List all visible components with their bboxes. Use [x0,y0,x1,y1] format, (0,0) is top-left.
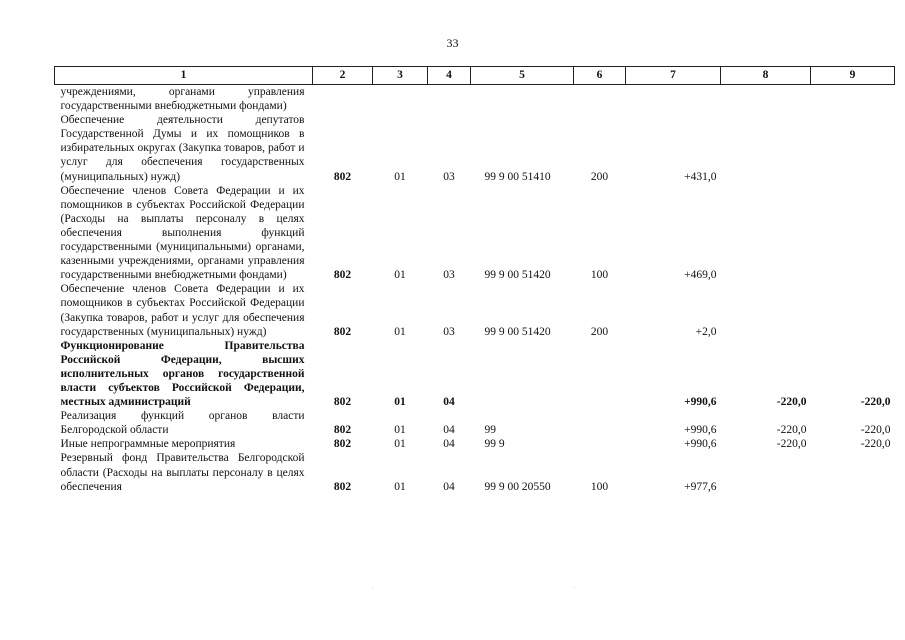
row-target-article: 99 [484,424,496,437]
row-amount: +990,6 [684,424,717,437]
scan-mark: · [372,585,374,591]
row-name: Иные непрограммные мероприятия [60,438,236,451]
column-header: 8 [721,67,811,85]
budget-table [54,66,895,494]
table-row [55,451,895,493]
row-amount-year3 [811,113,895,183]
row-name: учреждениями, органами управления государственными внебюджетными фондами) [60,86,305,113]
table-row [55,437,895,451]
row-ved-code: 802 [333,396,352,409]
table-row [55,85,895,114]
row-amount-year2 [721,85,811,114]
row-subsection: 04 [443,424,455,437]
row-expense-type: 100 [590,480,609,493]
scan-mark: · [573,585,575,591]
row-section: 01 [394,480,406,493]
row-name: Обеспечение членов Совета Федерации и их помощников в субъектах Российской Федерации (Расходы на выплаты персоналу в целях обеспечения выполнения функций государственными (муниципальными) органами, казенными учреждениями, органами управления государственными внебюджетными фондами) [60,184,305,282]
row-expense-type: 200 [590,170,609,183]
row-amount-year2 [721,282,811,338]
row-subsection: 03 [443,170,455,183]
row-amount: +469,0 [684,269,717,282]
row-target-article: 99 9 00 51420 [484,269,551,282]
page-number: 33 [446,36,459,50]
row-name: Обеспечение деятельности депутатов Государственной Думы и их помощников в избирательных округах (Закупка товаров, работ и услуг для обеспечения государственных (муниципальных) нужд) [60,114,305,183]
row-name: Резервный фонд Правительства Белгородской области (Расходы на выплаты персоналу в целях обеспечения [60,452,305,493]
column-header: 5 [471,67,574,85]
row-subsection: 03 [443,269,455,282]
row-expense-type: 100 [590,269,609,282]
row-section: 01 [394,424,406,437]
row-amount [626,85,721,114]
table-body [55,85,895,494]
row-section: 01 [394,269,406,282]
row-amount: +431,0 [684,170,717,183]
row-expense-type [574,437,626,451]
row-amount-year3 [811,184,895,283]
row-ved-code: 802 [333,170,352,183]
row-ved-code [313,85,373,114]
row-name: Обеспечение членов Совета Федерации и их помощников в субъектах Российской Федерации (Закупка товаров, работ и услуг для обеспечения государственных (муниципальных) нужд) [60,283,305,338]
table-row [55,339,895,409]
row-amount: +2,0 [695,325,717,338]
row-amount-year3: -220,0 [860,438,891,451]
row-target-article: 99 9 00 20550 [484,480,551,493]
row-target-article [471,339,574,409]
row-expense-type [574,85,626,114]
row-amount-year2 [721,113,811,183]
column-header: 9 [811,67,895,85]
row-amount-year2: -220,0 [776,424,807,437]
row-amount-year2 [721,184,811,283]
row-target-article: 99 9 [484,438,505,451]
column-header: 7 [626,67,721,85]
row-amount: +977,6 [684,480,717,493]
row-ved-code: 802 [333,325,352,338]
table-row [55,409,895,437]
row-section: 01 [394,438,406,451]
row-ved-code: 802 [333,269,352,282]
row-subsection: 04 [443,396,455,409]
row-amount-year3 [811,85,895,114]
row-name: Реализация функций органов власти Белгородской области [60,410,305,437]
table-row [55,113,895,183]
row-amount: +990,6 [684,438,717,451]
row-amount-year3: -220,0 [860,424,891,437]
column-header: 4 [428,67,471,85]
row-target-article: 99 9 00 51420 [484,325,551,338]
row-subsection: 04 [443,438,455,451]
row-subsection [428,85,471,114]
column-header: 6 [574,67,626,85]
row-expense-type: 200 [590,325,609,338]
table-header-row [55,67,895,85]
table-row [55,282,895,338]
column-header: 1 [55,67,313,85]
row-section: 01 [394,325,406,338]
row-subsection: 04 [443,480,455,493]
column-header: 2 [313,67,373,85]
row-name: Функционирование Правительства Российской Федерации, высших исполнительных органов государственной власти субъектов Российской Федерации, местных администраций [60,339,305,409]
row-section [373,85,428,114]
row-section: 01 [394,170,406,183]
row-amount-year3 [811,451,895,493]
column-header: 3 [373,67,428,85]
row-target-article: 99 9 00 51410 [484,170,551,183]
table-row [55,184,895,283]
row-amount-year3: -220,0 [860,396,891,409]
row-target-article [471,85,574,114]
row-amount-year2: -220,0 [776,396,807,409]
row-amount: +990,6 [684,396,717,409]
row-section: 01 [394,396,406,409]
row-ved-code: 802 [333,480,352,493]
row-expense-type [574,409,626,437]
row-ved-code: 802 [333,438,352,451]
row-subsection: 03 [443,325,455,338]
row-amount-year2 [721,451,811,493]
row-ved-code: 802 [333,424,352,437]
row-expense-type [574,339,626,409]
row-amount-year2: -220,0 [776,438,807,451]
row-amount-year3 [811,282,895,338]
